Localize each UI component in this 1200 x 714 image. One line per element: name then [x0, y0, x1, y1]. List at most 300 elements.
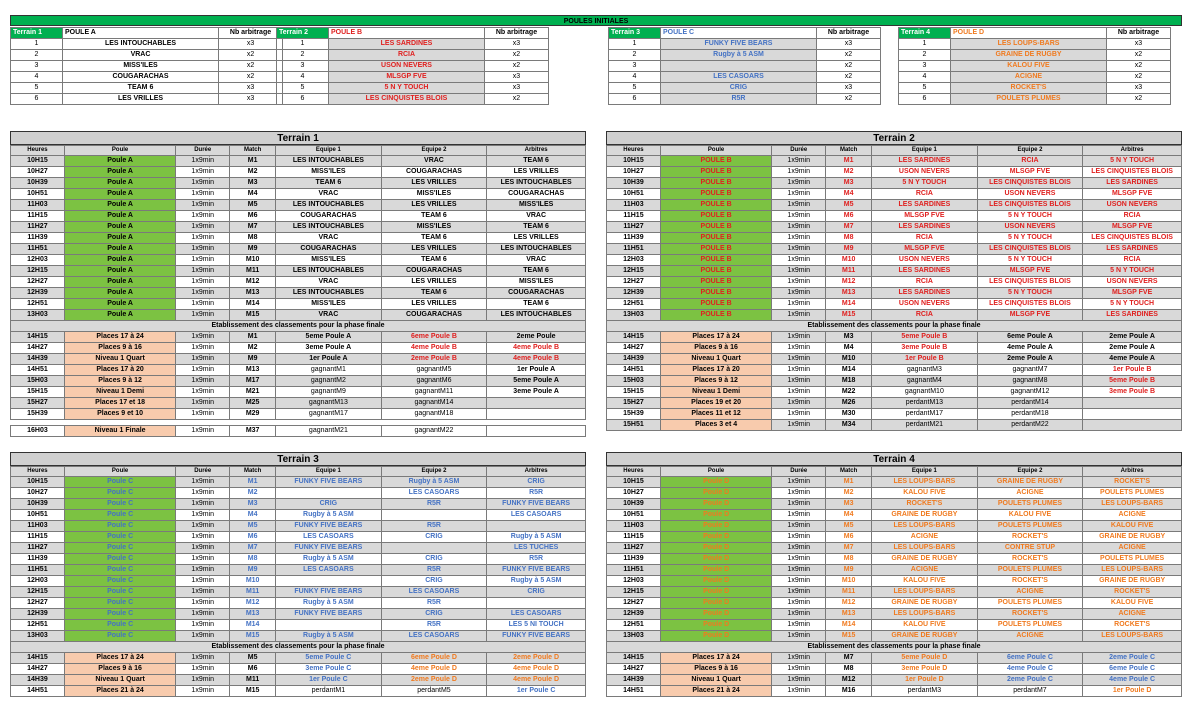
- team-name: ROCKET'S: [951, 83, 1107, 94]
- final-team-1: 3eme Poule D: [872, 664, 978, 675]
- final-team-1: gagnantM1: [276, 365, 382, 376]
- final-team-2: 2eme Poule A: [977, 354, 1083, 365]
- team-1: GRAINE DE RUGBY: [872, 554, 978, 565]
- final-duration: 1x9min: [772, 387, 826, 398]
- final-level: Places 17 et 18: [64, 398, 175, 409]
- match-row: [607, 288, 1182, 299]
- team-name: FUNKY FIVE BEARS: [661, 39, 817, 50]
- final-duration: 1x9min: [772, 354, 826, 365]
- referees: GRAINE DE RUGBY: [1083, 576, 1182, 587]
- match-id: M2: [826, 488, 872, 499]
- team-arbitrage: x3: [485, 72, 549, 83]
- match-pool: Poule D: [660, 620, 771, 631]
- team-rank: 5: [277, 83, 329, 94]
- team-1: MISS'ILES: [276, 167, 382, 178]
- final-match: M34: [826, 420, 872, 431]
- referees: 5 N Y TOUCH: [1083, 266, 1182, 277]
- match-pool: POULE B: [660, 266, 771, 277]
- final-time: 15H51: [607, 420, 661, 431]
- match-pool: Poule C: [64, 565, 175, 576]
- match-id: M5: [826, 521, 872, 532]
- match-row: [11, 233, 586, 244]
- team-2: R5R: [381, 598, 487, 609]
- final-duration: 1x9min: [176, 398, 230, 409]
- match-id: M3: [230, 178, 276, 189]
- team-2: RCIA: [977, 156, 1083, 167]
- referees: LES INTOUCHABLES: [487, 310, 586, 321]
- referees: LES INTOUCHABLES: [487, 178, 586, 189]
- final-match: M26: [826, 398, 872, 409]
- match-pool: POULE B: [660, 299, 771, 310]
- match-time: 12H03: [607, 255, 661, 266]
- match-pool: Poule C: [64, 587, 175, 598]
- team-rank: 5: [11, 83, 63, 94]
- team-2: MLSGP FVE: [977, 310, 1083, 321]
- referees: LES CASOARS: [487, 609, 586, 620]
- referees: MISS'ILES: [487, 277, 586, 288]
- pool-team-row: [609, 72, 881, 83]
- referees: LES CINQUISTES BLOIS: [1083, 233, 1182, 244]
- terrain-block-3: [10, 452, 586, 697]
- team-1: LES SARDINES: [872, 222, 978, 233]
- final-time: 15H03: [11, 376, 65, 387]
- match-time: 13H03: [607, 631, 661, 642]
- final-duration: 1x9min: [772, 343, 826, 354]
- team-1: LES LOUPS-BARS: [872, 521, 978, 532]
- match-duration: 1x9min: [772, 244, 826, 255]
- match-duration: 1x9min: [772, 156, 826, 167]
- match-duration: 1x9min: [176, 521, 230, 532]
- match-row: [607, 587, 1182, 598]
- match-id: M8: [230, 233, 276, 244]
- col-header: Equipe 1: [872, 467, 978, 477]
- final-time: 15H15: [607, 387, 661, 398]
- final-team-2: 6eme Poule D: [381, 653, 487, 664]
- final-row: [11, 343, 586, 354]
- match-time: 10H15: [607, 156, 661, 167]
- match-row: [11, 609, 586, 620]
- final-referees: [487, 426, 586, 437]
- final-level: Places 17 à 20: [64, 365, 175, 376]
- team-1: KALOU FIVE: [872, 488, 978, 499]
- pool-table-2: [276, 27, 549, 105]
- match-time: 11H51: [607, 244, 661, 255]
- referees: POULETS PLUMES: [1083, 554, 1182, 565]
- match-duration: 1x9min: [772, 631, 826, 642]
- match-time: 10H51: [607, 189, 661, 200]
- final-referees: 5eme Poule B: [1083, 376, 1182, 387]
- match-id: M2: [230, 488, 276, 499]
- team-2: ROCKET'S: [977, 609, 1083, 620]
- pool-table-1: [10, 27, 283, 105]
- col-header: Arbitres: [1083, 467, 1182, 477]
- team-rank: 6: [277, 94, 329, 105]
- final-row: [11, 653, 586, 664]
- match-pool: Poule A: [64, 288, 175, 299]
- team-2: TEAM 6: [381, 233, 487, 244]
- referees: 5 N Y TOUCH: [1083, 156, 1182, 167]
- team-name: LES CINQUISTES BLOIS: [329, 94, 485, 105]
- match-row: [11, 488, 586, 499]
- final-referees: 4eme Poule A: [1083, 354, 1182, 365]
- match-id: M4: [826, 510, 872, 521]
- match-row: [607, 189, 1182, 200]
- match-pool: POULE B: [660, 189, 771, 200]
- col-header: Match: [826, 146, 872, 156]
- match-time: 11H51: [607, 565, 661, 576]
- match-pool: POULE B: [660, 211, 771, 222]
- final-level: Niveau 1 Quart: [660, 354, 771, 365]
- final-team-2: 6eme Poule B: [381, 332, 487, 343]
- terrain-title: Terrain 4: [606, 452, 1182, 466]
- match-id: M12: [826, 277, 872, 288]
- pool-team-row: [11, 83, 283, 94]
- final-team-1: gagnantM9: [276, 387, 382, 398]
- final-level: Places 17 à 24: [64, 332, 175, 343]
- match-row: [607, 510, 1182, 521]
- referees: LES CASOARS: [487, 510, 586, 521]
- col-header: Equipe 2: [381, 146, 487, 156]
- team-2: ACIGNE: [977, 631, 1083, 642]
- final-time: 14H51: [607, 686, 661, 697]
- match-id: M8: [826, 233, 872, 244]
- team-2: LES CASOARS: [381, 631, 487, 642]
- match-id: M4: [826, 189, 872, 200]
- team-2: KALOU FIVE: [977, 510, 1083, 521]
- match-time: 12H39: [607, 288, 661, 299]
- final-level: Places 21 à 24: [660, 686, 771, 697]
- band-label: Etablissement des classements pour la phase finale: [11, 642, 586, 653]
- final-team-2: perdantM22: [977, 420, 1083, 431]
- final-team-2: gagnantM14: [381, 398, 487, 409]
- match-duration: 1x9min: [176, 620, 230, 631]
- match-duration: 1x9min: [176, 565, 230, 576]
- final-time: 14H15: [11, 332, 65, 343]
- match-pool: Poule D: [660, 576, 771, 587]
- match-row: [11, 156, 586, 167]
- col-header: Poule: [660, 467, 771, 477]
- team-rank: 2: [899, 50, 951, 61]
- match-id: M9: [826, 244, 872, 255]
- match-pool: Poule A: [64, 178, 175, 189]
- team-2: VRAC: [381, 156, 487, 167]
- team-1: LES LOUPS-BARS: [872, 587, 978, 598]
- referees: COUGARACHAS: [487, 189, 586, 200]
- team-2: R5R: [381, 521, 487, 532]
- match-time: 12H51: [11, 620, 65, 631]
- final-row: [11, 686, 586, 697]
- col-header: Match: [230, 146, 276, 156]
- team-2: ACIGNE: [977, 488, 1083, 499]
- final-level: Niveau 1 Demi: [64, 387, 175, 398]
- team-name: LES LOUPS-BARS: [951, 39, 1107, 50]
- match-id: M11: [826, 587, 872, 598]
- match-id: M3: [826, 499, 872, 510]
- team-1: [276, 576, 382, 587]
- final-team-1: gagnantM21: [276, 426, 382, 437]
- match-duration: 1x9min: [176, 310, 230, 321]
- team-1: USON NEVERS: [872, 255, 978, 266]
- pool-team-row: [899, 50, 1171, 61]
- final-match: M13: [230, 365, 276, 376]
- team-2: LES CASOARS: [381, 587, 487, 598]
- match-id: M12: [230, 277, 276, 288]
- match-duration: 1x9min: [176, 156, 230, 167]
- final-time: 15H27: [11, 398, 65, 409]
- final-referees: [1083, 409, 1182, 420]
- team-name: TEAM 6: [63, 83, 219, 94]
- team-1: LES SARDINES: [872, 266, 978, 277]
- team-rank: 1: [277, 39, 329, 50]
- final-duration: 1x9min: [176, 675, 230, 686]
- match-id: M7: [230, 543, 276, 554]
- match-duration: 1x9min: [176, 587, 230, 598]
- match-duration: 1x9min: [176, 499, 230, 510]
- match-row: [11, 222, 586, 233]
- column-headers: [11, 467, 586, 477]
- match-pool: Poule D: [660, 532, 771, 543]
- referees: LES VRILLES: [487, 167, 586, 178]
- team-name: R5R: [661, 94, 817, 105]
- schedule-table: [606, 466, 1182, 697]
- team-2: ROCKET'S: [977, 532, 1083, 543]
- match-duration: 1x9min: [176, 200, 230, 211]
- team-arbitrage: x3: [219, 94, 283, 105]
- final-referees: 2eme Poule A: [1083, 332, 1182, 343]
- match-pool: Poule D: [660, 587, 771, 598]
- final-team-2: gagnantM7: [977, 365, 1083, 376]
- final-level: Places 9 à 16: [64, 664, 175, 675]
- team-arbitrage: x2: [219, 72, 283, 83]
- team-2: MISS'ILES: [381, 189, 487, 200]
- match-pool: Poule A: [64, 244, 175, 255]
- final-duration: 1x9min: [176, 653, 230, 664]
- final-referees: 4eme Poule C: [1083, 675, 1182, 686]
- match-pool: POULE B: [660, 233, 771, 244]
- final-match: M22: [826, 387, 872, 398]
- team-2: CONTRE STUP: [977, 543, 1083, 554]
- match-id: M6: [230, 532, 276, 543]
- team-rank: 2: [11, 50, 63, 61]
- match-time: 10H39: [607, 178, 661, 189]
- match-time: 11H15: [11, 211, 65, 222]
- match-time: 10H39: [11, 499, 65, 510]
- team-arbitrage: x2: [817, 61, 881, 72]
- team-2: CRIG: [381, 576, 487, 587]
- referees: LES LOUPS-BARS: [1083, 565, 1182, 576]
- final-match: M5: [230, 653, 276, 664]
- match-row: [607, 620, 1182, 631]
- match-time: 11H03: [11, 200, 65, 211]
- final-level: Places 17 à 24: [660, 332, 771, 343]
- team-2: MISS'ILES: [381, 222, 487, 233]
- final-duration: 1x9min: [772, 409, 826, 420]
- col-header: Match: [826, 467, 872, 477]
- match-id: M1: [826, 477, 872, 488]
- match-row: [11, 211, 586, 222]
- team-2: COUGARACHAS: [381, 310, 487, 321]
- team-arbitrage: x2: [1107, 72, 1171, 83]
- final-referees: 2eme Poule A: [1083, 343, 1182, 354]
- match-duration: 1x9min: [176, 178, 230, 189]
- match-row: [607, 167, 1182, 178]
- team-1: GRAINE DE RUGBY: [872, 510, 978, 521]
- col-header: Durée: [772, 467, 826, 477]
- team-2: R5R: [381, 620, 487, 631]
- team-rank: 4: [609, 72, 661, 83]
- final-level: Niveau 1 Quart: [64, 675, 175, 686]
- final-team-1: gagnantM13: [276, 398, 382, 409]
- final-match: M12: [826, 675, 872, 686]
- final-team-1: 1er Poule D: [872, 675, 978, 686]
- match-time: 11H27: [607, 543, 661, 554]
- match-id: M12: [230, 598, 276, 609]
- team-1: VRAC: [276, 189, 382, 200]
- classement-band: [11, 642, 586, 653]
- match-row: [11, 543, 586, 554]
- team-arbitrage: x3: [219, 39, 283, 50]
- team-1: [276, 488, 382, 499]
- match-id: M1: [230, 477, 276, 488]
- pool-team-row: [899, 94, 1171, 105]
- team-1: USON NEVERS: [872, 167, 978, 178]
- col-header: Heures: [607, 467, 661, 477]
- final-duration: 1x9min: [176, 332, 230, 343]
- match-duration: 1x9min: [176, 244, 230, 255]
- match-id: M10: [230, 255, 276, 266]
- final-level: Places 17 à 24: [660, 653, 771, 664]
- team-name: LES CASOARS: [661, 72, 817, 83]
- final-match: M16: [826, 686, 872, 697]
- match-id: M11: [826, 266, 872, 277]
- final-time: 14H39: [607, 675, 661, 686]
- team-2: LES VRILLES: [381, 178, 487, 189]
- match-row: [11, 521, 586, 532]
- team-1: MISS'ILES: [276, 299, 382, 310]
- final-team-2: gagnantM11: [381, 387, 487, 398]
- team-rank: 4: [899, 72, 951, 83]
- match-id: M5: [826, 200, 872, 211]
- final-referees: 1er Poule A: [487, 365, 586, 376]
- match-time: 12H15: [11, 587, 65, 598]
- final-referees: 1er Poule B: [1083, 365, 1182, 376]
- pool-name: POULE C: [661, 28, 817, 39]
- referees: [487, 598, 586, 609]
- final-referees: 4eme Poule D: [487, 664, 586, 675]
- team-1: [276, 620, 382, 631]
- team-1: VRAC: [276, 233, 382, 244]
- final-team-2: 4eme Poule B: [381, 343, 487, 354]
- final-time: 14H39: [11, 354, 65, 365]
- col-header: Poule: [64, 146, 175, 156]
- match-row: [11, 277, 586, 288]
- classement-band: [607, 321, 1182, 332]
- match-pool: Poule A: [64, 222, 175, 233]
- pool-team-row: [899, 72, 1171, 83]
- match-duration: 1x9min: [176, 609, 230, 620]
- match-id: M11: [230, 587, 276, 598]
- match-pool: Poule C: [64, 620, 175, 631]
- match-id: M8: [826, 554, 872, 565]
- final-match: M2: [230, 343, 276, 354]
- match-row: [11, 587, 586, 598]
- col-header: Poule: [64, 467, 175, 477]
- match-row: [607, 576, 1182, 587]
- team-2: LES CINQUISTES BLOIS: [977, 299, 1083, 310]
- match-time: 11H15: [11, 532, 65, 543]
- final-team-1: perdantM3: [872, 686, 978, 697]
- match-time: 12H27: [607, 277, 661, 288]
- final-match: M15: [230, 686, 276, 697]
- referees: R5R: [487, 488, 586, 499]
- final-team-1: 1er Poule B: [872, 354, 978, 365]
- team-2: LES CINQUISTES BLOIS: [977, 277, 1083, 288]
- match-duration: 1x9min: [176, 631, 230, 642]
- match-time: 12H39: [607, 609, 661, 620]
- team-1: FUNKY FIVE BEARS: [276, 543, 382, 554]
- team-1: RCIA: [872, 233, 978, 244]
- match-pool: Poule D: [660, 565, 771, 576]
- final-row: [607, 675, 1182, 686]
- match-pool: POULE B: [660, 178, 771, 189]
- match-pool: POULE B: [660, 222, 771, 233]
- team-1: LES LOUPS-BARS: [872, 543, 978, 554]
- match-pool: Poule D: [660, 543, 771, 554]
- team-2: TEAM 6: [381, 211, 487, 222]
- team-rank: 3: [277, 61, 329, 72]
- final-row: [11, 664, 586, 675]
- final-row: [607, 343, 1182, 354]
- match-row: [607, 277, 1182, 288]
- match-id: M6: [826, 211, 872, 222]
- final-referees: 5eme Poule A: [487, 376, 586, 387]
- match-pool: Poule C: [64, 598, 175, 609]
- match-duration: 1x9min: [176, 167, 230, 178]
- final-level: Niveau 1 Quart: [660, 675, 771, 686]
- team-rank: 5: [899, 83, 951, 94]
- final-team-2: 6eme Poule C: [977, 653, 1083, 664]
- final-time: 14H27: [11, 343, 65, 354]
- final-row: [607, 398, 1182, 409]
- team-2: Rugby à 5 ASM: [381, 477, 487, 488]
- team-1: Rugby à 5 ASM: [276, 631, 382, 642]
- pool-team-row: [277, 39, 549, 50]
- final-referees: 1er Poule D: [1083, 686, 1182, 697]
- team-name: CRIG: [661, 83, 817, 94]
- team-2: CRIG: [381, 554, 487, 565]
- team-1: LES SARDINES: [872, 200, 978, 211]
- team-2: POULETS PLUMES: [977, 499, 1083, 510]
- match-row: [11, 299, 586, 310]
- team-2: R5R: [381, 499, 487, 510]
- final-row: [11, 426, 586, 437]
- final-level: Places 11 et 12: [660, 409, 771, 420]
- match-row: [607, 255, 1182, 266]
- final-team-1: 1er Poule C: [276, 675, 382, 686]
- match-id: M15: [826, 310, 872, 321]
- referees: CRIG: [487, 477, 586, 488]
- final-row: [607, 387, 1182, 398]
- match-time: 10H27: [607, 488, 661, 499]
- match-row: [607, 222, 1182, 233]
- referees: COUGARACHAS: [487, 288, 586, 299]
- team-rank: 1: [609, 39, 661, 50]
- team-2: MLSGP FVE: [977, 167, 1083, 178]
- referees: LES CINQUISTES BLOIS: [1083, 167, 1182, 178]
- team-name: LES SARDINES: [329, 39, 485, 50]
- match-id: M3: [826, 178, 872, 189]
- pool-header: [11, 28, 283, 39]
